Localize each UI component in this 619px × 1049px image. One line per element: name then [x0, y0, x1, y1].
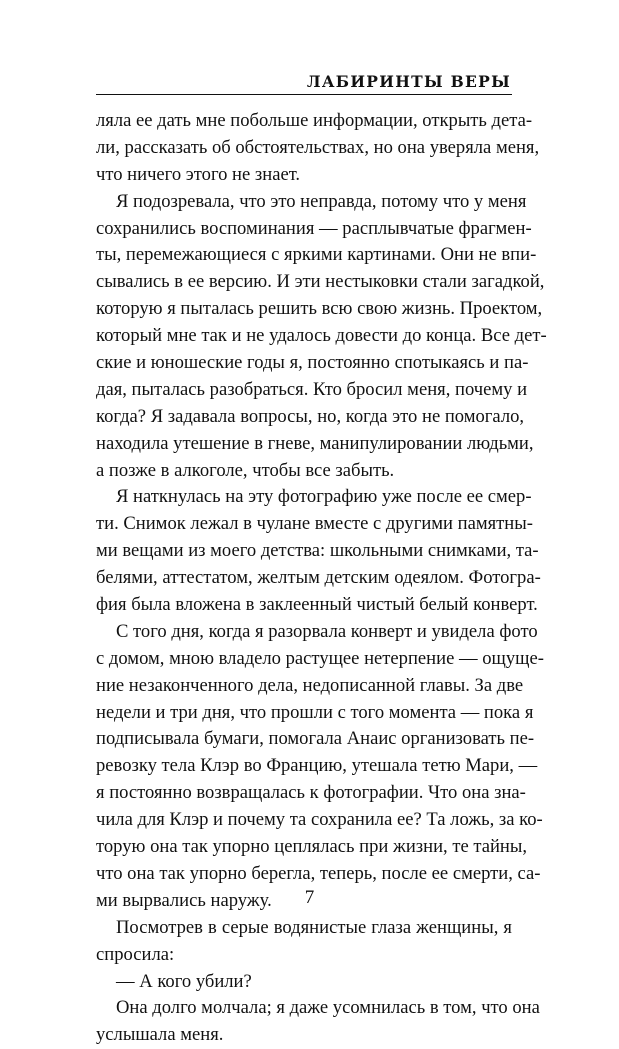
text-line: ты, перемежающиеся с яркими картинами. Они не впи-	[96, 244, 537, 266]
text-line: дая, пыталась разобраться. Кто бросил меня, почему и	[96, 378, 528, 400]
text-line: сывались в ее версию. И эти нестыковки стали загадкой,	[96, 271, 545, 293]
text-line: сохранились воспоминания — расплывчатые фрагмен-	[96, 217, 532, 239]
text-line: ли, рассказать об обстоятельствах, но она уверяла меня,	[96, 136, 540, 158]
text-line: подписывала бумаги, помогала Анаис организовать пе-	[96, 728, 535, 750]
page-number: 7	[304, 887, 315, 908]
text-line: которую я пыталась решить всю свою жизнь. Проектом,	[96, 298, 543, 320]
text-line: фия была вложена в заклеенный чистый белый конверт.	[96, 594, 538, 616]
text-line: находила утешение в гневе, манипулировании людьми,	[96, 432, 534, 454]
text-line: что ничего этого не знает.	[96, 163, 301, 185]
text-line: Она долго молчала; я даже усомнилась в том, что она	[116, 997, 540, 1019]
text-line: ние незаконченного дела, недописанной главы. За две	[96, 674, 524, 696]
text-line: Я подозревала, что это неправда, потому что у меня	[116, 190, 527, 212]
text-line: — А кого убили?	[116, 970, 252, 992]
text-line: ти. Снимок лежал в чулане вместе с другими памятны-	[96, 513, 533, 535]
text-line: Посмотрев в серые водянистые глаза женщины, я	[116, 916, 512, 938]
text-line: с домом, мною владело растущее нетерпение — ощуще-	[96, 647, 544, 669]
text-line: ревозку тела Клэр во Францию, утешала тетю Мари, —	[96, 755, 538, 777]
text-line: который мне так и не удалось довести до конца. Все дет-	[96, 325, 547, 347]
text-line: ские и юношеские годы я, постоянно спотыкаясь и па-	[96, 352, 529, 374]
text-line: а позже в алкоголе, чтобы все забыть.	[96, 459, 395, 481]
text-line: спросила:	[96, 943, 175, 965]
text-line: ляла ее дать мне побольше информации, открыть дета-	[96, 110, 533, 131]
text-line: ми вещами из моего детства: школьными снимками, та-	[96, 540, 539, 562]
header-rule	[96, 94, 512, 95]
text-line: С того дня, когда я разорвала конверт и увидела фото	[116, 620, 538, 642]
text-line: услышала меня.	[96, 1024, 224, 1046]
text-line: Я наткнулась на эту фотографию уже после ее смер-	[116, 486, 532, 508]
running-title: ЛАБИРИНТЫ ВЕРЫ	[306, 72, 511, 91]
text-line: что она так упорно берегла, теперь, после ее смерти, са-	[96, 862, 541, 884]
text-line: ми вырвались наружу.	[96, 889, 272, 911]
text-line: я постоянно возвращалась к фотографии. Что она зна-	[96, 782, 526, 804]
text-line: чила для Клэр и почему та сохранила ее? Та ложь, за ко-	[96, 809, 543, 831]
text-line: недели и три дня, что прошли с того момента — пока я	[96, 701, 534, 723]
text-line: торую она так упорно цеплялась при жизни, те тайны,	[96, 836, 527, 858]
text-line: когда? Я задавала вопросы, но, когда это не помогало,	[96, 405, 525, 427]
text-line: белями, аттестатом, желтым детским одеялом. Фотогра-	[96, 567, 541, 589]
